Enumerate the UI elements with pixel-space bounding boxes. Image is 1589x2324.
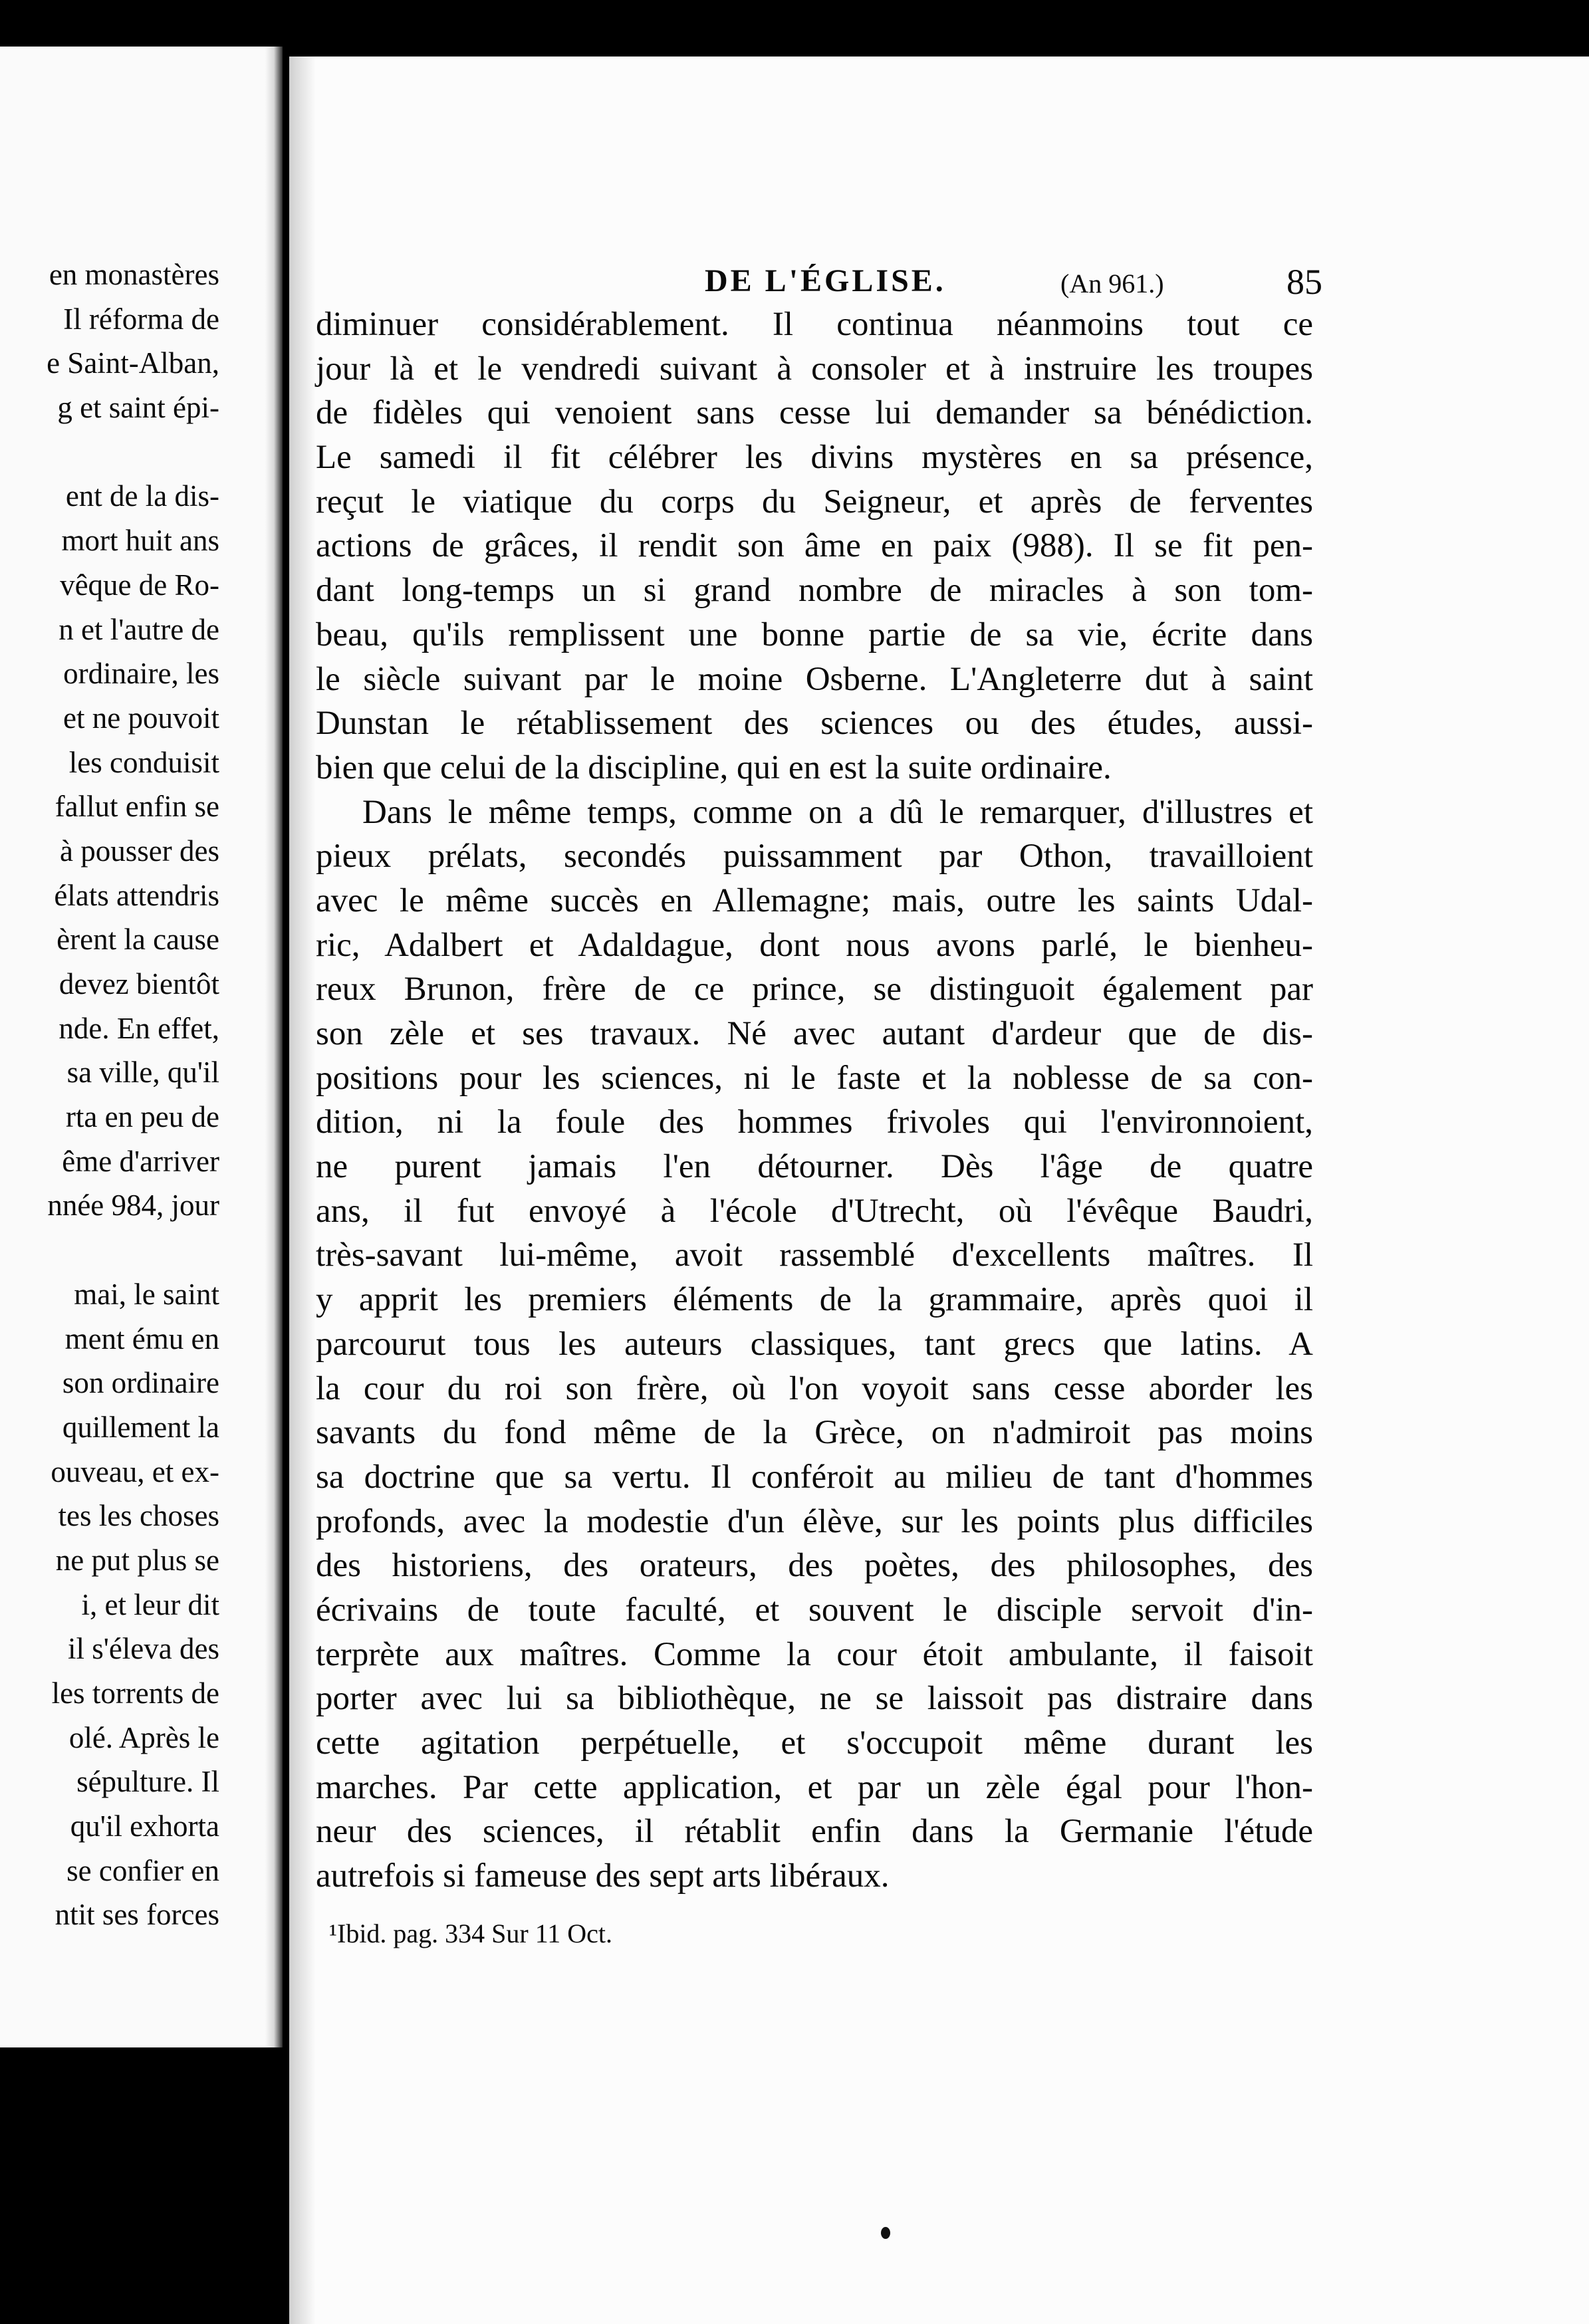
left-line: ouveau, et ex- — [51, 1454, 219, 1488]
text-line: y apprit les premiers éléments de la grammaire, après quoi il — [316, 1281, 1313, 1319]
text-line: reçut le viatique du corps du Seigneur, et après de ferventes — [316, 483, 1313, 521]
text-line: cette agitation perpétuelle, et s'occupoit même durant les — [316, 1724, 1313, 1762]
year-note: (An 961.) — [1060, 269, 1164, 298]
left-line: olé. Après le — [68, 1720, 219, 1754]
text-line: diminuer considérablement. Il continua néanmoins tout ce — [316, 306, 1313, 343]
text-line: parcourut tous les auteurs classiques, tant grecs que latins. A — [316, 1325, 1313, 1363]
left-line: il s'éleva des — [67, 1632, 219, 1666]
text-line: terprète aux maîtres. Comme la cour étoit ambulante, il faisoit — [316, 1635, 1313, 1673]
left-line — [0, 430, 266, 475]
left-line: se confier en — [66, 1853, 219, 1887]
left-line — [0, 1228, 266, 1272]
text-line: ne purent jamais l'en détourner. Dès l'âge de quatre — [316, 1148, 1313, 1186]
left-line: ent de la dis- — [65, 479, 219, 513]
text-line: actions de grâces, il rendit son âme en paix (988). Il se fit pen- — [316, 527, 1313, 565]
text-line: jour là et le vendredi suivant à consoler et à instruire les troupes — [316, 350, 1313, 388]
text-line: Dunstan le rétablissement des sciences ou des études, aussi- — [316, 705, 1313, 743]
text-line: porter avec lui sa bibliothèque, ne se laissoit pas distraire dans — [316, 1680, 1313, 1718]
left-line: nnée 984, jour — [47, 1189, 219, 1222]
left-line: e Saint-Alban, — [47, 346, 219, 380]
left-line: mort huit ans — [61, 524, 219, 558]
text-line: dant long-temps un si grand nombre de miracles à son tom- — [316, 572, 1313, 610]
footnote: ¹Ibid. pag. 334 Sur 11 Oct. — [329, 1918, 613, 1948]
left-line: élats attendris — [54, 878, 219, 912]
left-line: Il réforma de — [63, 302, 219, 336]
text-line: beau, qu'ils remplissent une bonne partie de sa vie, écrite dans — [316, 616, 1313, 653]
left-line: n et l'autre de — [59, 612, 219, 646]
left-line: nde. En effet, — [59, 1011, 219, 1045]
left-line: les conduisit — [68, 745, 219, 779]
body-text — [316, 302, 1313, 1899]
left-line: ment ému en — [64, 1322, 219, 1355]
text-line: de fidèles qui venoient sans cesse lui demander sa bénédiction. — [316, 394, 1313, 432]
text-line: la cour du roi son frère, où l'on voyoit sans cesse aborder les — [316, 1369, 1313, 1407]
text-line: Le samedi il fit célébrer les divins mystères en sa présence, — [316, 439, 1313, 477]
left-page-gutter — [265, 47, 283, 2047]
text-line: profonds, avec la modestie d'un élève, sur les points plus difficiles — [316, 1502, 1313, 1540]
left-line: sa ville, qu'il — [66, 1056, 219, 1090]
left-line: quillement la — [62, 1410, 219, 1444]
text-line: bien que celui de la discipline, qui en est la suite ordinaire. — [316, 749, 1112, 786]
text-line: Dans le même temps, comme on a dû le remarquer, d'illustres et — [362, 793, 1313, 831]
text-line: positions pour les sciences, ni le faste et la noblesse de sa con- — [316, 1059, 1313, 1097]
left-line: et ne pouvoit — [63, 701, 219, 735]
text-line: sa doctrine que sa vertu. Il conféroit au milieu de tant d'hommes — [316, 1458, 1313, 1496]
left-line: vêque de Ro- — [60, 568, 219, 602]
text-line: son zèle et ses travaux. Né avec autant d'ardeur que de dis- — [316, 1015, 1313, 1052]
text-line: dition, ni la foule des hommes frivoles qui l'environnoient, — [316, 1104, 1313, 1141]
left-line: ordinaire, les — [63, 657, 219, 691]
left-line: devez bientôt — [59, 967, 219, 1000]
text-line: marches. Par cette application, et par un zèle égal pour l'hon- — [316, 1768, 1313, 1806]
left-line: qu'il exhorta — [70, 1809, 219, 1843]
running-header — [289, 256, 1589, 309]
text-line: le siècle suivant par le moine Osberne. L'Angleterre dut à saint — [316, 660, 1313, 698]
left-line: en monastères — [49, 258, 219, 291]
text-line: ric, Adalbert et Adaldague, dont nous avons parlé, le bienheu- — [316, 926, 1313, 964]
text-line: des historiens, des orateurs, des poètes, des philosophes, des — [316, 1547, 1313, 1585]
text-line: ans, il fut envoyé à l'école d'Utrecht, où l'évêque Baudri, — [316, 1192, 1313, 1230]
left-line: à pousser des — [60, 834, 219, 868]
left-line: les torrents de — [51, 1677, 219, 1710]
text-line: savants du fond même de la Grèce, on n'admiroit pas moins — [316, 1414, 1313, 1452]
left-page-text — [0, 253, 266, 1937]
left-page — [0, 47, 283, 2047]
left-line: fallut enfin se — [55, 790, 219, 824]
text-line: neur des sciences, il rétablit enfin dans la Germanie l'étude — [316, 1813, 1313, 1851]
running-title: DE L'ÉGLISE. — [705, 263, 946, 298]
text-line: autrefois si fameuse des sept arts libéraux. — [316, 1857, 890, 1895]
left-line: ême d'arriver — [62, 1144, 219, 1178]
left-line: ntit ses forces — [55, 1898, 219, 1932]
ink-dot — [881, 2227, 890, 2239]
left-line: sépulture. Il — [76, 1765, 219, 1799]
left-line: èrent la cause — [57, 923, 219, 957]
right-page — [289, 57, 1589, 2324]
text-line: très-savant lui-même, avoit rassemblé d'excellents maîtres. Il — [316, 1236, 1313, 1274]
left-line: son ordinaire — [62, 1366, 219, 1400]
left-line: ne put plus se — [55, 1543, 219, 1577]
page-number: 85 — [1286, 262, 1322, 302]
left-line: g et saint épi- — [57, 391, 219, 425]
text-line: pieux prélats, secondés puissamment par Othon, travailloient — [316, 838, 1313, 875]
left-line: tes les choses — [58, 1499, 219, 1533]
left-line: i, et leur dit — [81, 1587, 219, 1621]
text-line: écrivains de toute faculté, et souvent le disciple servoit d'in- — [316, 1591, 1313, 1629]
left-line: rta en peu de — [65, 1100, 219, 1134]
text-line: avec le même succès en Allemagne; mais, outre les saints Udal- — [316, 881, 1313, 919]
left-line: mai, le saint — [74, 1277, 219, 1311]
right-page-spine — [289, 57, 316, 2324]
text-line: reux Brunon, frère de ce prince, se distinguoit également par — [316, 971, 1313, 1008]
